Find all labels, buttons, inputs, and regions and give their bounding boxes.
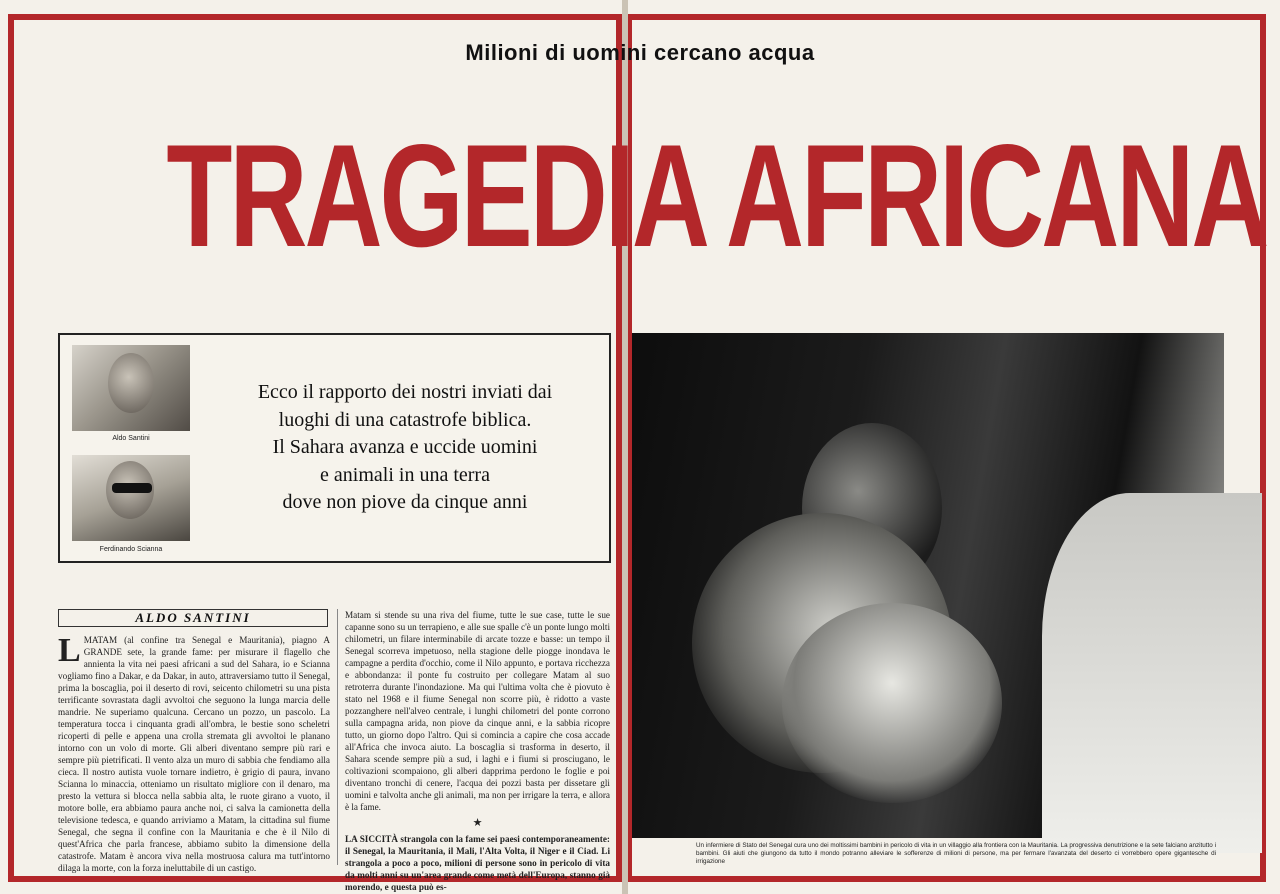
author-photo-scianna [72, 455, 190, 541]
intro-box [58, 333, 611, 563]
author-photo-santini [72, 345, 190, 431]
intro-line: Il Sahara avanza e uccide uomini [272, 436, 538, 458]
sunglasses [112, 483, 152, 493]
article-paragraph: MATAM (al confine tra Senegal e Mauritania), piagno A GRANDE sete, la grande fame: per misurare il flagello che annienta la vita nei paesi africani a sud del Sahara, io e Scianna vogliamo fino a Dakar, e da Dakar, in auto, attraversiamo tutto il Senegal, prima la boscaglia, poi il deserto di rovi, seicento chilometri su una pista terrificante sovrastata dagli avvoltoi che seguono la lunga marcia delle mandrie. Ne superiamo qualcuna. Cercano un pozzo, un pascolo. La temperatura tocca i cinquanta gradi all'ombra, le bestie sono scheletri ricoperti di pelle e appena una crolla stremata gli avvoltoi le planano intorno con un volo di morte. Gli alberi diventano sempre più rari e sempre più pietrificati. Il vento alza un muro di sabbia che fendiamo alla cieca. Il nostro autista vuole tornare indietro, è grigio di paura, invano Scianna lo minaccia, otteniamo un risultato migliore con il denaro, ma presto la vettura si blocca nella sabbia alta, le ruote girano a vuoto, il motore bolle, era abbiamo paura anche noi, ci salva la camionetta della televisione tedesca, e quando arriviamo a Matam, la cittadina sul fiume Senegal, che segna il confine con la Mauritania e che è il Nilo di quest'Africa che parla francese, abbiamo subito la dimensione della catastrofe. Matam è ancora viva nella mostruosa calura ma tutt'intorno dilaga la morte, con la forza ineluttabile di un castigo. [58, 635, 330, 873]
news-photo [632, 333, 1224, 838]
bold-lead-paragraph: LA SICCITÀ strangola con la fame sei paesi contemporaneamente: il Senegal, la Mauritania, il Mali, l'Alta Volta, il Niger e il Ciad. Li strangola a poco a poco, milioni di persone sono in pericolo di vita da molti anni su un'area grande come metà dell'Europa, stanno già morendo, e questa può es- [345, 834, 610, 892]
column-rule [337, 609, 338, 865]
intro-line: Ecco il rapporto dei nostri inviati dai [257, 381, 553, 403]
author-name-1: Aldo Santini [112, 435, 150, 442]
photo-figure-face [782, 603, 1002, 803]
author-name-2: Ferdinando Scianna [99, 546, 163, 553]
section-star: ★ [472, 817, 483, 829]
drop-cap: L [58, 632, 81, 669]
byline: ALDO SANTINI [58, 609, 328, 627]
article-paragraph: Matam si stende su una riva del fiume, tutte le sue case, tutte le sue capanne sono su un terrapieno, e alle sue spalle c'è un ponte lungo molti chilometri, un filare interminabile di arcate tozze e basse: un tempo il Senegal scorreva impetuoso, nella stagione delle piogge inondava le campagne a perdita d'occhio, come il Nilo appunto, e portava ricchezza e abbondanza: il ponte fu costruito per collegare Matam al suo retroterra durante l'inondazione. Ma qui l'ultima volta che è piovuto è stato nel 1968 e il fiume Senegal non scorre più, è ridotto a vaste pozzanghere nell'alveo centrale, i lunghi chilometri del ponte corrono sulla campagna arida, non piove da cinque anni, e la sabbia ricopre tutto, un giorno dopo l'altro. Qui si comincia a capire che cosa accade all'Africa che invoca aiuto. La boscaglia si trasforma in deserto, il Sahara scende sempre più a sud, i laghi e i fiumi si prosciugano, le coltivazioni scompaiono, gli alberi dapprima perdono le foglie e poi diventano tronchi di cenere, l'acqua dei pozzi basta per dissetare gli uomini e talvolta anche gli animali, ma non per irrigare la terra, e allora è la fame. [345, 610, 610, 812]
article-column-2 [345, 609, 610, 892]
portrait-face [108, 353, 154, 413]
photo-caption: Un infermiere di Stato del Senegal cura uno dei moltissimi bambini in pericolo di vita in un villaggio alla frontiera con la Mauritania. La progressiva denutrizione e la sete falciano anzitutto i bambini. Gli aiuti che giungono da tutto il mondo potranno alleviare le sofferenze di milioni di persone, ma per fermare l'avanzata del deserto ci vorrebbero opere gigantesche di irrigazione [696, 842, 1216, 866]
photo-figure-nurse [1042, 493, 1262, 853]
intro-text [210, 379, 600, 517]
kicker-title: Milioni di uomini cercano acqua [465, 40, 815, 65]
article-column-1 [58, 632, 330, 873]
intro-line: e animali in una terra [320, 463, 490, 486]
headline: TRAGEDIA AFRICANA [166, 114, 1267, 277]
intro-line: dove non piove da cinque anni [282, 491, 528, 513]
intro-line: luoghi di una catastrofe biblica. [278, 408, 532, 431]
